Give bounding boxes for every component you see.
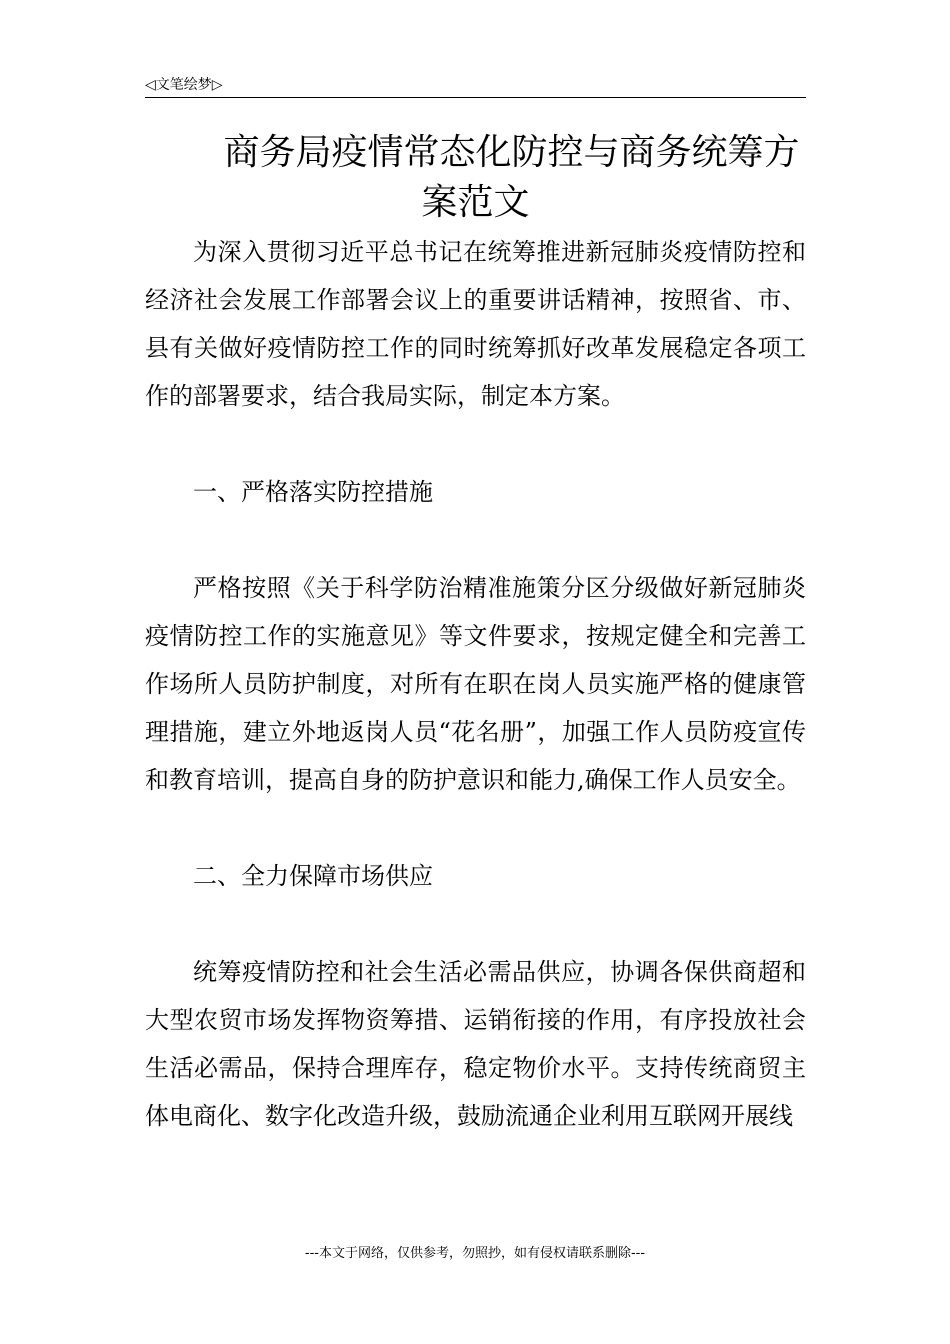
document-title-line-1: 商务局疫情常态化防控与商务统筹方 <box>223 132 800 173</box>
header-brand: ◁文笔绘梦▷ <box>145 77 223 93</box>
header-divider <box>145 97 806 98</box>
section-2-paragraph: 统筹疫情防控和社会生活必需品供应，协调各保供商超和大型农贸市场发挥物资筹措、运销衔接的作用，有序投放社会生活必需品，保持合理库存，稳定物价水平。支持传统商贸主体电商化、数字化改造升级，鼓励流通企业利用互联网开展线 <box>145 958 806 1130</box>
spacer <box>145 900 806 948</box>
document-body <box>145 228 806 1140</box>
spacer <box>145 804 806 852</box>
document-title <box>145 128 806 228</box>
section-1-heading: 一、严格落实防控措施 <box>193 478 433 506</box>
document-title-line-2: 案范文 <box>421 182 530 223</box>
spacer <box>145 516 806 564</box>
page-header <box>145 72 806 98</box>
section-1-paragraph: 严格按照《关于科学防治精准施策分区分级做好新冠肺炎疫情防控工作的实施意见》等文件要求，按规定健全和完善工作场所人员防护制度，对所有在职在岗人员实施严格的健康管理措施，建立外地返岗人员“花名册”，加强工作人员防疫宣传和教育培训，提高自身的防护意识和能力,确保工作人员安全。 <box>145 574 806 794</box>
footer-notice: ---本文于网络，仅供参考，勿照抄，如有侵权请联系删除--- <box>304 1246 646 1261</box>
spacer <box>145 420 806 468</box>
section-2-heading: 二、全力保障市场供应 <box>193 862 433 890</box>
intro-paragraph: 为深入贯彻习近平总书记在统筹推进新冠肺炎疫情防控和经济社会发展工作部署会议上的重要讲话精神，按照省、市、县有关做好疫情防控工作的同时统筹抓好改革发展稳定各项工作的部署要求，结合我局实际，制定本方案。 <box>145 238 806 410</box>
